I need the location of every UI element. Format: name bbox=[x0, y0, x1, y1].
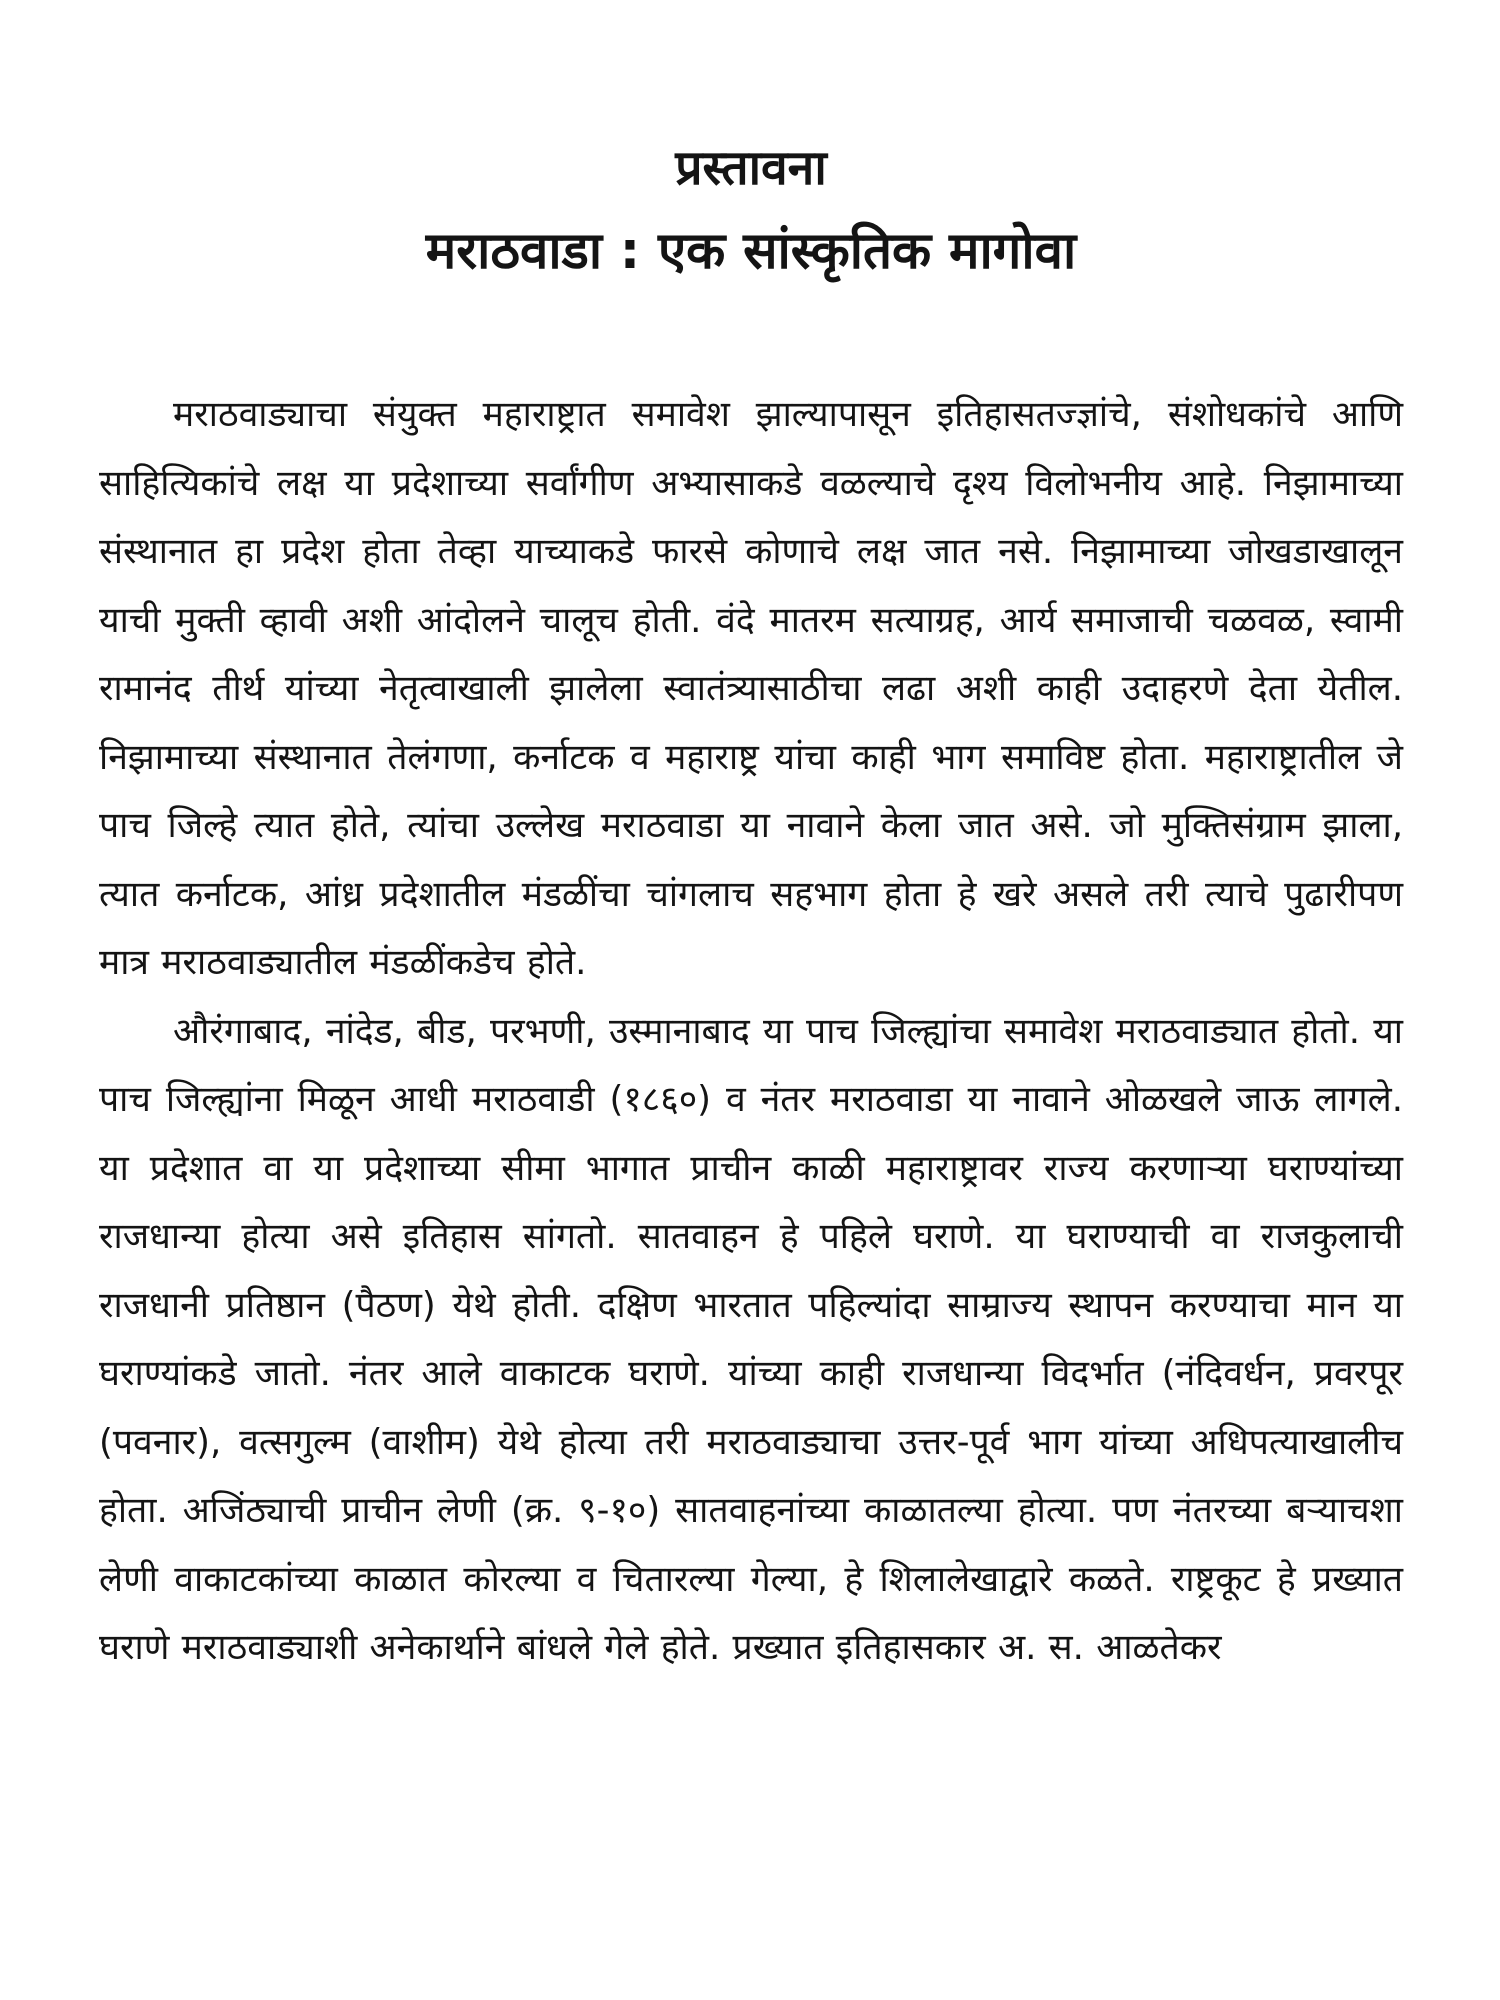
paragraph: औरंगाबाद, नांदेड, बीड, परभणी, उस्मानाबाद या पाच जिल्ह्यांचा समावेश मराठवाड्यात होतो. या पाच जिल्ह्यांना मिळून आधी मराठवाडी (१८६०) व नंतर मराठवाडा या नावाने ओळखले जाऊ लागले. या प्रदेशात वा या प्रदेशाच्या सीमा भागात प्राचीन काळी महाराष्ट्रावर राज्य करणाऱ्या घराण्यांच्या राजधान्या होत्या असे इतिहास सांगतो. सातवाहन हे पहिले घराणे. या घराण्याची वा राजकुलाची राजधानी प्रतिष्ठान (पैठण) येथे होती. दक्षिण भारतात पहिल्यांदा साम्राज्य स्थापन करण्याचा मान या घराण्यांकडे जातो. नंतर आले वाकाटक घराणे. यांच्या काही राजधान्या विदर्भात (नंदिवर्धन, प्रवरपूर (पवनार), वत्सगुल्म (वाशीम) येथे होत्या तरी मराठवाड्याचा उत्तर-पूर्व भाग यांच्या अधिपत्याखालीच होता. अजिंठ्याची प्राचीन लेणी (क्र. ९-१०) सातवाहनांच्या काळातल्या होत्या. पण नंतरच्या बऱ्याचशा लेणी वाकाटकांच्या काळात कोरल्या व चितारल्या गेल्या, हे शिलालेखाद्वारे कळते. राष्ट्रकूट हे प्रख्यात घराणे मराठवाड्याशी अनेकार्थाने बांधले गेले होते. प्रख्यात इतिहासकार अ. स. आळतेकर bbox=[99, 1010, 1403, 1668]
body-text bbox=[99, 381, 1403, 1683]
page-subtitle: मराठवाडा : एक सांस्कृतिक मागोवा bbox=[425, 222, 1077, 281]
page-title: प्रस्तावना bbox=[675, 140, 827, 196]
paragraph: मराठवाड्याचा संयुक्त महाराष्ट्रात समावेश झाल्यापासून इतिहासतज्ज्ञांचे, संशोधकांचे आणि साहित्यिकांचे लक्ष या प्रदेशाच्या सर्वांगीण अभ्यासाकडे वळल्याचे दृश्य विलोभनीय आहे. निझामाच्या संस्थानात हा प्रदेश होता तेव्हा याच्याकडे फारसे कोणाचे लक्ष जात नसे. निझामाच्या जोखडाखालून याची मुक्ती व्हावी अशी आंदोलने चालूच होती. वंदे मातरम सत्याग्रह, आर्य समाजाची चळवळ, स्वामी रामानंद तीर्थ यांच्या नेतृत्वाखाली झालेला स्वातंत्र्यासाठीचा लढा अशी काही उदाहरणे देता येतील. निझामाच्या संस्थानात तेलंगणा, कर्नाटक व महाराष्ट्र यांचा काही भाग समाविष्ट होता. महाराष्ट्रातील जे पाच जिल्हे त्यात होते, त्यांचा उल्लेख मराठवाडा या नावाने केला जात असे. जो मुक्तिसंग्राम झाला, त्यात कर्नाटक, आंध्र प्रदेशातील मंडळींचा चांगलाच सहभाग होता हे खरे असले तरी त्याचे पुढारीपण मात्र मराठवाड्यातील मंडळींकडेच होते. bbox=[99, 394, 1403, 983]
